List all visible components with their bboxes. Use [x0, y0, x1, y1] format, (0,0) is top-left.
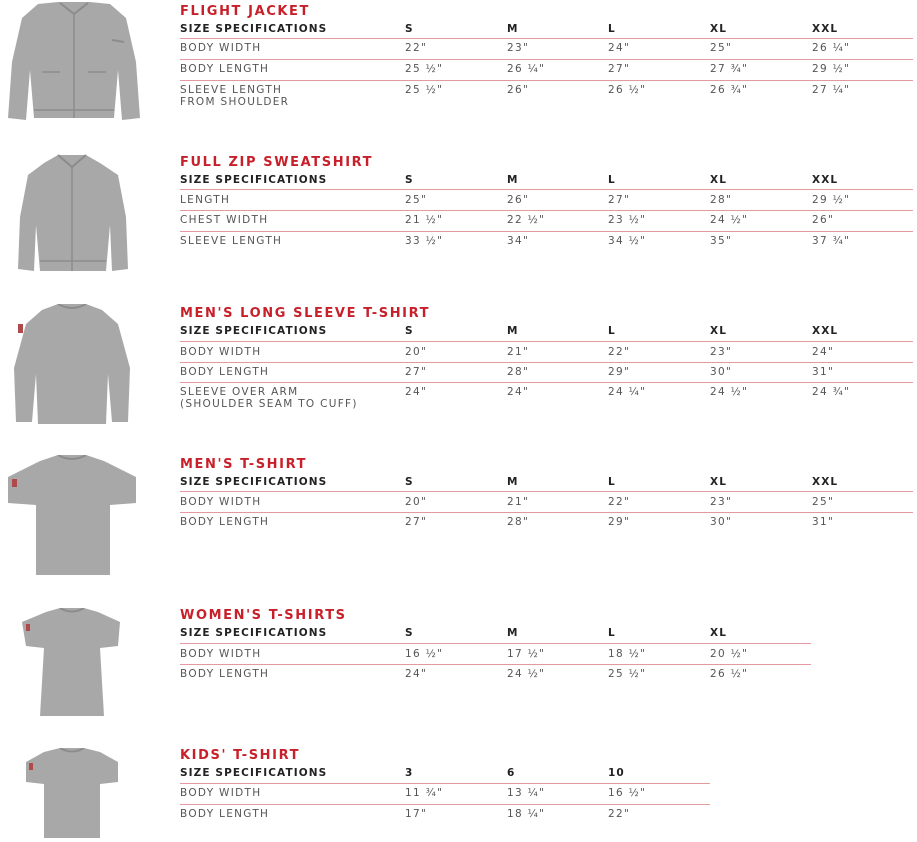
table-row: SLEEVE OVER ARM (SHOULDER SEAM TO CUFF) 24" 24" 24 ¼" 24 ½" 24 ¾" — [180, 386, 851, 410]
section-flight-jacket — [0, 4, 917, 144]
divider — [180, 210, 913, 211]
table-row: BODY LENGTH 27" 28" 29" 30" 31" — [180, 366, 835, 378]
divider — [180, 382, 913, 383]
section-title: FULL ZIP SWEATSHIRT — [180, 155, 374, 170]
full-zip-sweatshirt-image — [0, 153, 150, 278]
divider — [180, 643, 811, 644]
divider — [180, 59, 913, 60]
table-row: BODY LENGTH 24" 24 ½" 25 ½" 26 ½" — [180, 668, 749, 680]
divider — [180, 38, 913, 39]
divider — [180, 341, 913, 342]
table-header: SIZE SPECIFICATIONS S M L XL XXL — [180, 325, 839, 337]
table-row: SLEEVE LENGTH 33 ½" 34" 34 ½" 35" 37 ¾" — [180, 235, 851, 247]
table-header: SIZE SPECIFICATIONS S M L XL XXL — [180, 23, 839, 35]
section-womens-tshirts — [0, 608, 917, 718]
table-row: LENGTH 25" 26" 27" 28" 29 ½" — [180, 194, 851, 206]
section-title: MEN'S T-SHIRT — [180, 457, 308, 472]
section-long-sleeve-tshirt — [0, 306, 917, 436]
table-row: BODY LENGTH 25 ½" 26 ¼" 27" 27 ¾" 29 ½" — [180, 63, 851, 75]
table-row: CHEST WIDTH 21 ½" 22 ½" 23 ½" 24 ½" 26" — [180, 214, 835, 226]
kids-tshirt-image — [0, 748, 150, 842]
table-header: SIZE SPECIFICATIONS S M L XL XXL — [180, 174, 839, 186]
table-row: SLEEVE LENGTH FROM SHOULDER 25 ½" 26" 26 ½" 26 ¾" 27 ¼" — [180, 84, 851, 108]
section-full-zip-sweatshirt — [0, 155, 917, 285]
table-header: SIZE SPECIFICATIONS 3 6 10 — [180, 767, 625, 779]
divider — [180, 80, 913, 81]
table-row: BODY LENGTH 27" 28" 29" 30" 31" — [180, 516, 835, 528]
divider — [180, 804, 710, 805]
divider — [180, 491, 913, 492]
table-header: SIZE SPECIFICATIONS S M L XL XXL — [180, 476, 839, 488]
section-title: MEN'S LONG SLEEVE T-SHIRT — [180, 306, 431, 321]
womens-tshirt-image — [0, 608, 150, 723]
section-title: WOMEN'S T-SHIRTS — [180, 608, 347, 623]
table-row: BODY WIDTH 16 ½" 17 ½" 18 ½" 20 ½" — [180, 648, 749, 660]
section-title: KIDS' T-SHIRT — [180, 748, 301, 763]
section-title: FLIGHT JACKET — [180, 4, 311, 19]
table-row: BODY WIDTH 20" 21" 22" 23" 24" — [180, 346, 835, 358]
table-row: BODY WIDTH 20" 21" 22" 23" 25" — [180, 496, 835, 508]
table-header: SIZE SPECIFICATIONS S M L XL — [180, 627, 727, 639]
flight-jacket-image — [0, 0, 150, 125]
divider — [180, 664, 811, 665]
table-row: BODY WIDTH 11 ¾" 13 ¼" 16 ½" — [180, 787, 647, 799]
section-mens-tshirt — [0, 457, 917, 582]
divider — [180, 512, 913, 513]
mens-tshirt-image — [0, 455, 150, 580]
divider — [180, 189, 913, 190]
divider — [180, 362, 913, 363]
divider — [180, 783, 710, 784]
table-row: BODY WIDTH 22" 23" 24" 25" 26 ¼" — [180, 42, 851, 54]
long-sleeve-tshirt-image — [0, 304, 150, 429]
table-row: BODY LENGTH 17" 18 ¼" 22" — [180, 808, 631, 820]
divider — [180, 231, 913, 232]
section-kids-tshirt — [0, 748, 917, 842]
